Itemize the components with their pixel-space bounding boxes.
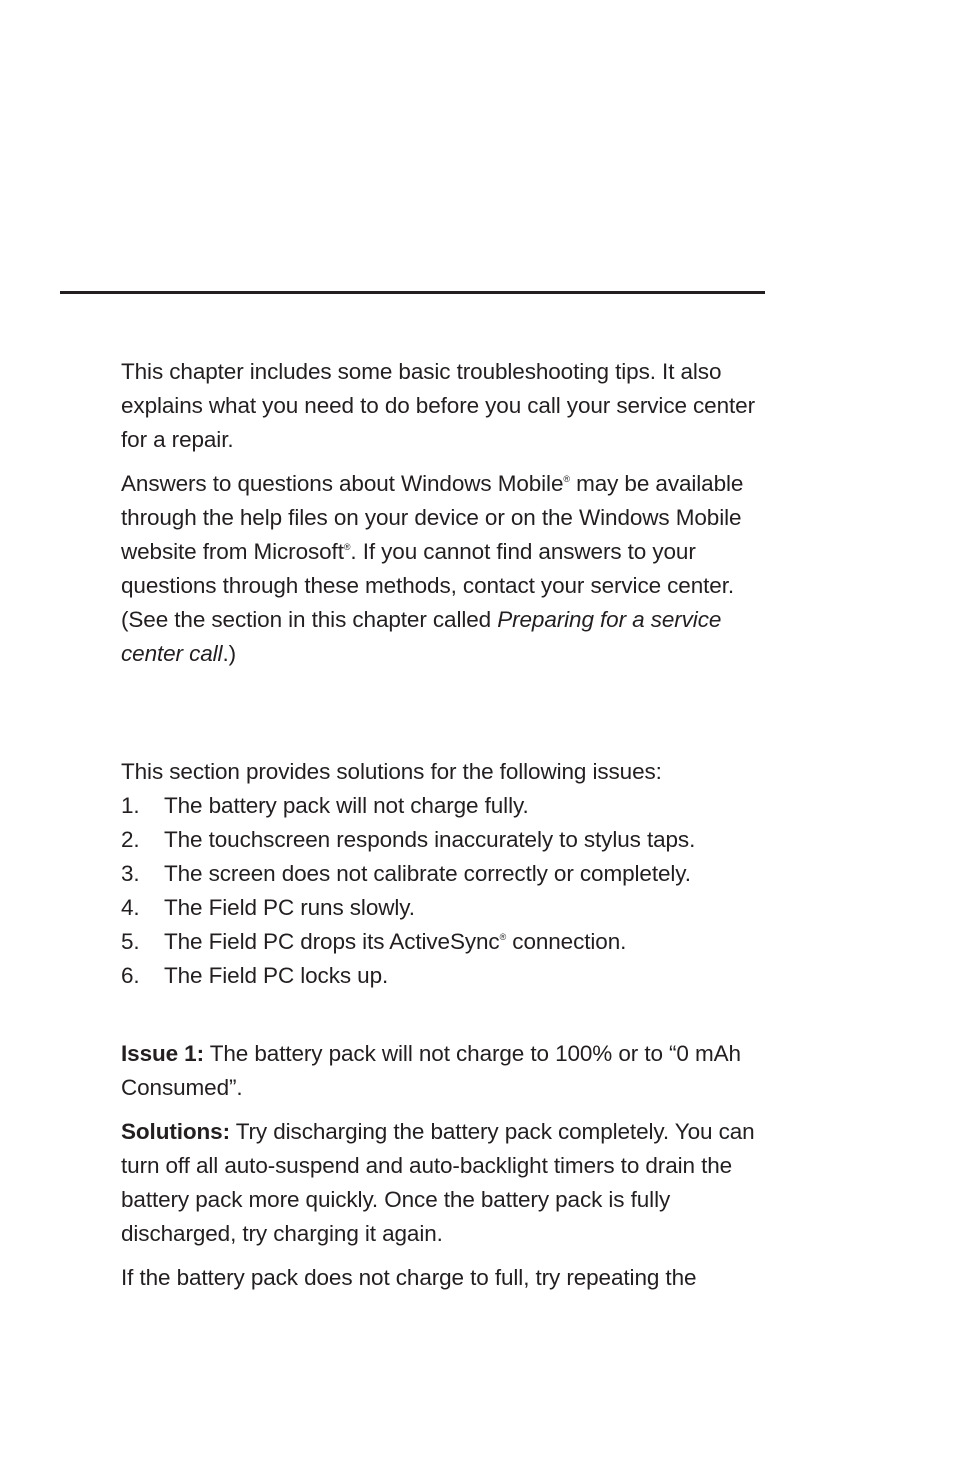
help-text-end: .) [222,641,236,666]
help-text-a: Answers to questions about Windows Mobile [121,471,564,496]
list-number: 1. [121,793,140,818]
list-number: 6. [121,963,140,988]
intro-paragraph [121,355,771,457]
issue-1-statement [121,1037,771,1105]
list-item [121,857,771,891]
list-item [121,891,771,925]
list-item [121,959,771,993]
list-number: 4. [121,895,140,920]
registered-mark: ® [343,542,351,552]
issues-list [121,789,771,993]
list-text-end: connection. [506,929,627,954]
chapter-rule [60,291,765,294]
issues-intro: This section provides solutions for the following issues: [121,759,662,784]
list-number: 2. [121,827,140,852]
help-text-c: . If you cannot find answers to your questions through these methods, contact your service center. (See the section in this chapter called [121,539,735,632]
list-text: The Field PC drops its ActiveSync [164,929,500,954]
followup-paragraph: If the battery pack does not charge to full, try repeating the [121,1265,697,1290]
list-text: The screen does not calibrate correctly or completely. [164,861,691,886]
issue-text: The battery pack will not charge to 100% or to “0 mAh Consumed”. [121,1041,741,1100]
list-text: The touchscreen responds inaccurately to stylus taps. [164,827,696,852]
issue-label: Issue 1: [121,1041,204,1066]
page-content [121,355,771,1295]
solutions-paragraph [121,1115,771,1251]
section-reference: Preparing for a service center call [121,607,722,666]
list-item [121,789,771,823]
solutions-label: Solutions: [121,1119,230,1144]
list-number: 3. [121,861,140,886]
registered-mark: ® [499,932,507,942]
help-text-b: may be available through the help files on your device or on the Windows Mobile website from Microsoft [121,471,744,564]
registered-mark: ® [563,474,570,484]
list-item [121,925,771,959]
list-text: The Field PC locks up. [164,963,389,988]
list-text: The battery pack will not charge fully. [164,793,529,818]
solutions-text: Try discharging the battery pack completely. You can turn off all auto-suspend and auto-backlight timers to drain the battery pack more quickly. Once the battery pack is fully discharged, try charging it again. [121,1119,755,1246]
list-number: 5. [121,929,140,954]
help-paragraph [121,467,771,671]
list-text: The Field PC runs slowly. [164,895,415,920]
list-item [121,823,771,857]
intro-text: This chapter includes some basic troubleshooting tips. It also explains what you need to do before you call your service center for a repair. [121,359,755,452]
